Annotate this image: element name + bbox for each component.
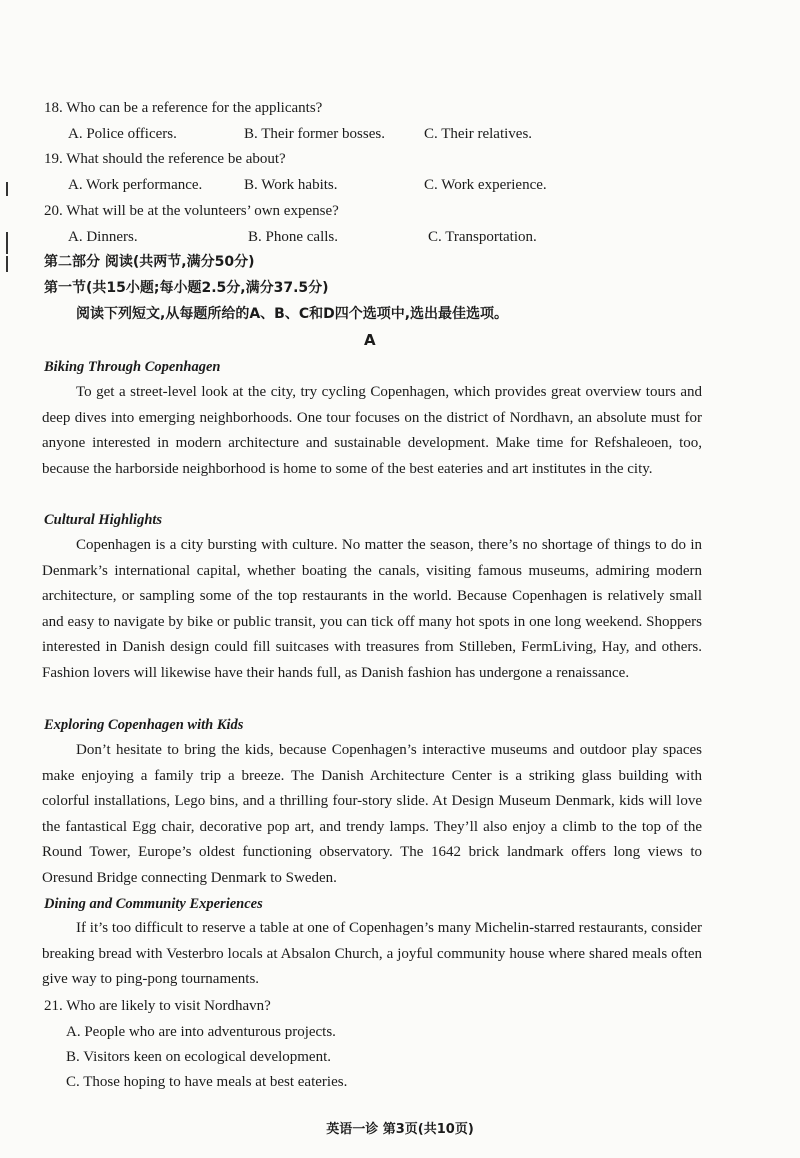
- question-19-stem: 19. What should the reference be about?: [44, 151, 286, 167]
- question-21-option-c: C. Those hoping to have meals at best eateries.: [66, 1074, 348, 1090]
- reading-instruction: 阅读下列短文,从每题所给的A、B、C和D四个选项中,选出最佳选项。: [76, 306, 509, 322]
- question-18-option-b: B. Their former bosses.: [244, 126, 385, 142]
- question-20-option-a: A. Dinners.: [68, 229, 138, 245]
- scan-edge-mark: [6, 232, 8, 254]
- question-21-option-a: A. People who are into adventurous projects.: [66, 1024, 336, 1040]
- passage-paragraph: If it’s too difficult to reserve a table at one of Copenhagen’s many Michelin-starred restaurants, consider breaking bread with Vesterbro locals at Absalon Church, a joyful community house where shared meals often give way to ping-pong tournaments.: [42, 920, 702, 987]
- passage-paragraph: Copenhagen is a city bursting with culture. No matter the season, there’s no shortage of things to do in Denmark’s international capital, whether boating the canals, visiting famous museums, admiring modern architecture, or sampling some of the top restaurants in the world. Because Copenhagen is relatively small and easy to navigate by bike or public transit, you can tick off many hot spots in one long weekend. Shoppers interested in Danish design could fill suitcases with treasures from Stilleben, FermLiving, Hay, and others. Fashion lovers will likewise have their hands full, as Danish fashion has undergone a renaissance.: [42, 537, 702, 681]
- passage-letter: A: [364, 331, 376, 349]
- question-19-option-a: A. Work performance.: [68, 177, 203, 193]
- question-19-option-c: C. Work experience.: [424, 177, 547, 193]
- passage-paragraph: To get a street-level look at the city, try cycling Copenhagen, which provides great overview tours and deep dives into emerging neighborhoods. One tour focuses on the district of Nordhavn, an absolute must for anyone interested in modern architecture and sustainable development. Make time for Refshaleoen, too, because the harborside neighborhood is home to some of the best eateries and art institutes in the city.: [42, 384, 702, 477]
- page-footer: 英语一诊 第3页(共10页): [326, 1122, 474, 1137]
- question-20-stem: 20. What will be at the volunteers’ own expense?: [44, 203, 339, 219]
- part-two-title: 第二部分 阅读(共两节,满分50分): [44, 254, 255, 270]
- passage-heading: Cultural Highlights: [44, 512, 163, 528]
- passage-paragraph: Don’t hesitate to bring the kids, because Copenhagen’s interactive museums and outdoor play spaces make enjoying a family trip a breeze. The Danish Architecture Center is a striking glass building with colorful installations, Lego bins, and a thrilling four-story slide. At Design Museum Denmark, kids will love the fantastical Egg chair, decorative pop art, and trendy lamps. They’ll also enjoy a climb to the top of the Round Tower, Europe’s oldest functioning observatory. The 1642 brick landmark offers long views to Oresund Bridge connecting Denmark to Sweden.: [42, 742, 702, 886]
- passage-heading: Dining and Community Experiences: [44, 896, 263, 912]
- passage-heading: Exploring Copenhagen with Kids: [44, 717, 244, 733]
- question-20-option-c: C. Transportation.: [428, 229, 537, 245]
- scan-edge-mark: [6, 182, 8, 196]
- question-18-stem: 18. Who can be a reference for the applicants?: [44, 100, 323, 116]
- passage-heading: Biking Through Copenhagen: [44, 359, 221, 375]
- scan-edge-mark: [6, 256, 8, 272]
- question-20-option-b: B. Phone calls.: [248, 229, 338, 245]
- section-one-title: 第一节(共15小题;每小题2.5分,满分37.5分): [44, 280, 329, 296]
- question-18-option-a: A. Police officers.: [68, 126, 177, 142]
- question-21-stem: 21. Who are likely to visit Nordhavn?: [44, 998, 271, 1014]
- question-21-option-b: B. Visitors keen on ecological development.: [66, 1049, 332, 1065]
- question-19-option-b: B. Work habits.: [244, 177, 338, 193]
- question-18-option-c: C. Their relatives.: [424, 126, 533, 142]
